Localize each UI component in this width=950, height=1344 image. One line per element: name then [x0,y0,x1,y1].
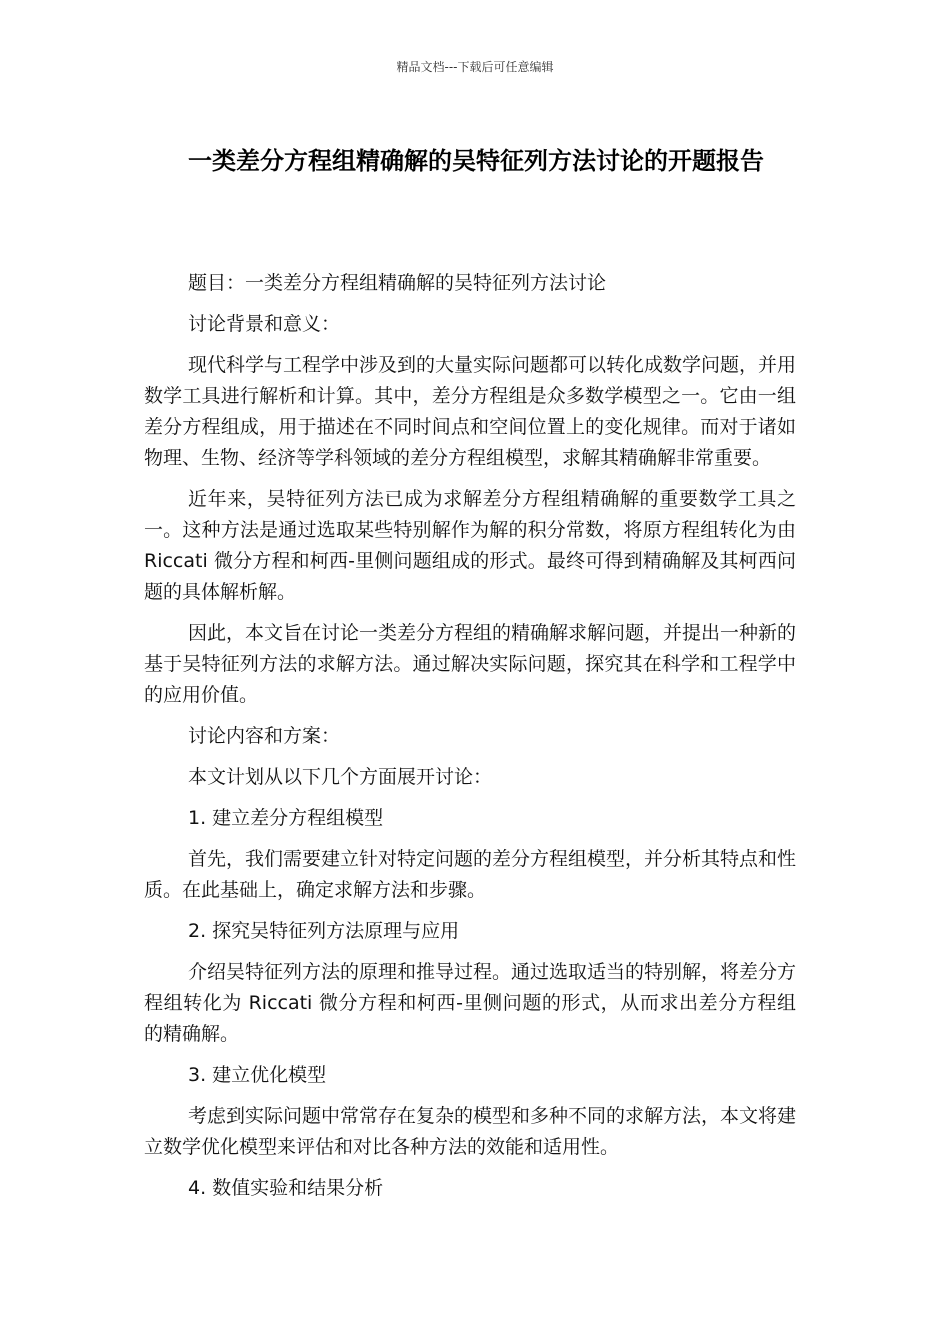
document-body [144,268,796,1214]
list-item-heading-1: 1. 建立差分方程组模型 [188,807,384,829]
paragraph-background-1: 现代科学与工程学中涉及到的大量实际问题都可以转化成数学问题，并用数学工具进行解析和计算。其中，差分方程组是众多数学模型之一。它由一组差分方程组成，用于描述在不同时间点和空间位置上的变化规律。而对于诸如物理、生物、经济等学科领域的差分方程组模型，求解其精确解非常重要。 [144,354,797,469]
topic-line: 题目：一类差分方程组精确解的吴特征列方法讨论 [188,272,607,294]
paragraph-plan-intro: 本文计划从以下几个方面展开讨论： [188,766,493,788]
list-item-heading-2: 2. 探究吴特征列方法原理与应用 [188,920,460,942]
section-heading-content: 讨论内容和方案： [188,725,341,747]
list-item-heading-4: 4. 数值实验和结果分析 [188,1177,384,1199]
list-item-heading-3: 3. 建立优化模型 [188,1064,327,1086]
document-title: 一类差分方程组精确解的吴特征列方法讨论的开题报告 [188,147,764,175]
list-item-body-1: 首先，我们需要建立针对特定问题的差分方程组模型，并分析其特点和性质。在此基础上，确定求解方法和步骤。 [144,848,797,901]
paragraph-background-2: 近年来，吴特征列方法已成为求解差分方程组精确解的重要数学工具之一。这种方法是通过选取某些特别解作为解的积分常数，将原方程组转化为由 Riccati 微分方程和柯西-里侧问题组成的形式。最终可得到精确解及其柯西问题的具体解析解。 [144,488,796,603]
header-note: 精品文档---下载后可任意编辑 [396,60,554,74]
section-heading-background: 讨论背景和意义： [188,313,341,335]
paragraph-background-3: 因此，本文旨在讨论一类差分方程组的精确解求解问题，并提出一种新的基于吴特征列方法的求解方法。通过解决实际问题，探究其在科学和工程学中的应用价值。 [144,622,797,706]
list-item-body-3: 考虑到实际问题中常常存在复杂的模型和多种不同的求解方法，本文将建立数学优化模型来评估和对比各种方法的效能和适用性。 [144,1105,797,1158]
list-item-body-2: 介绍吴特征列方法的原理和推导过程。通过选取适当的特别解，将差分方程组转化为 Riccati 微分方程和柯西-里侧问题的形式，从而求出差分方程组的精确解。 [144,961,797,1045]
